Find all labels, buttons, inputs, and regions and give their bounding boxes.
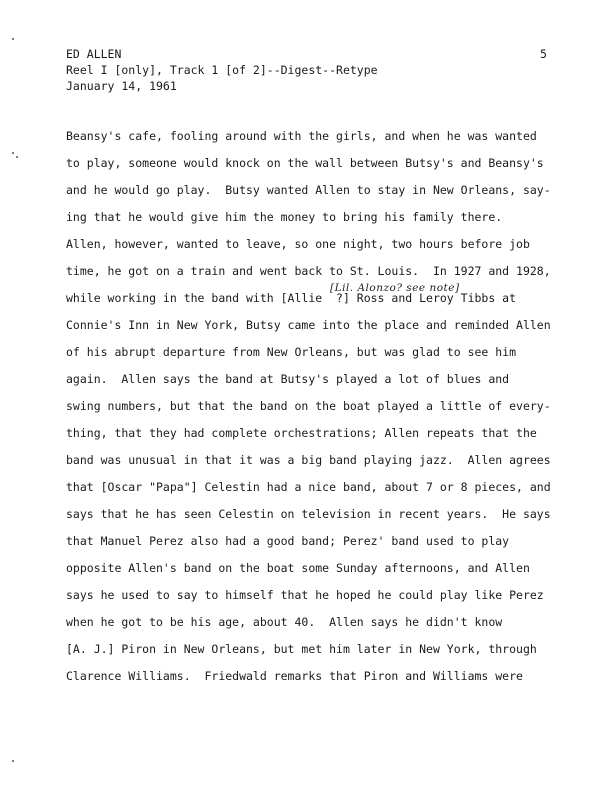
header-date: January 14, 1961 — [66, 79, 177, 93]
body-line: Clarence Williams. Friedwald remarks that Piron and Williams were — [66, 669, 523, 683]
body-line: [A. J.] Piron in New Orleans, but met him later in New York, through — [66, 642, 537, 656]
body-line: again. Allen says the band at Butsy's played a lot of blues and — [66, 372, 510, 386]
body-line: ing that he would give him the money to bring his family there. — [66, 210, 503, 224]
body-line: that [Oscar "Papa"] Celestin had a nice band, about 7 or 8 pieces, and — [66, 480, 551, 494]
scan-speck — [12, 152, 14, 154]
body-line: to play, someone would knock on the wall between Butsy's and Beansy's — [66, 156, 544, 170]
scan-speck — [16, 156, 18, 158]
body-line: time, he got on a train and went back to St. Louis. In 1927 and 1928, — [66, 264, 551, 278]
body-line: says he used to say to himself that he hoped he could play like Perez — [66, 588, 544, 602]
body-line: thing, that they had complete orchestrations; Allen repeats that the — [66, 426, 537, 440]
document-header — [66, 46, 378, 94]
body-line: that Manuel Perez also had a good band; Perez' band used to play — [66, 534, 510, 548]
body-line: Beansy's cafe, fooling around with the girls, and when he was wanted — [66, 129, 537, 143]
body-line: Allen, however, wanted to leave, so one night, two hours before job — [66, 237, 530, 251]
body-line: band was unusual in that it was a big band playing jazz. Allen agrees — [66, 453, 551, 467]
body-line: and he would go play. Butsy wanted Allen to stay in New Orleans, say- — [66, 183, 551, 197]
handwritten-annotation: [Lil. Alonzo? see note] — [330, 282, 460, 294]
body-line: Connie's Inn in New York, Butsy came into the place and reminded Allen — [66, 318, 551, 332]
scan-speck — [12, 38, 14, 40]
body-line: says that he has seen Celestin on television in recent years. He says — [66, 507, 551, 521]
transcript-body — [66, 128, 566, 695]
body-line: swing numbers, but that the band on the boat played a little of every- — [66, 399, 551, 413]
body-line: opposite Allen's band on the boat some Sunday afternoons, and Allen — [66, 561, 530, 575]
header-reel: Reel I [only], Track 1 [of 2]--Digest--Retype — [66, 63, 378, 77]
body-line: while working in the band with [Allie ?] Ross and Leroy Tibbs at — [66, 291, 517, 305]
page-number: 5 — [540, 47, 547, 61]
body-line: when he got to be his age, about 40. Allen says he didn't know — [66, 615, 503, 629]
header-name: ED ALLEN — [66, 47, 122, 61]
body-line: of his abrupt departure from New Orleans, but was glad to see him — [66, 345, 517, 359]
scan-speck — [12, 760, 14, 762]
